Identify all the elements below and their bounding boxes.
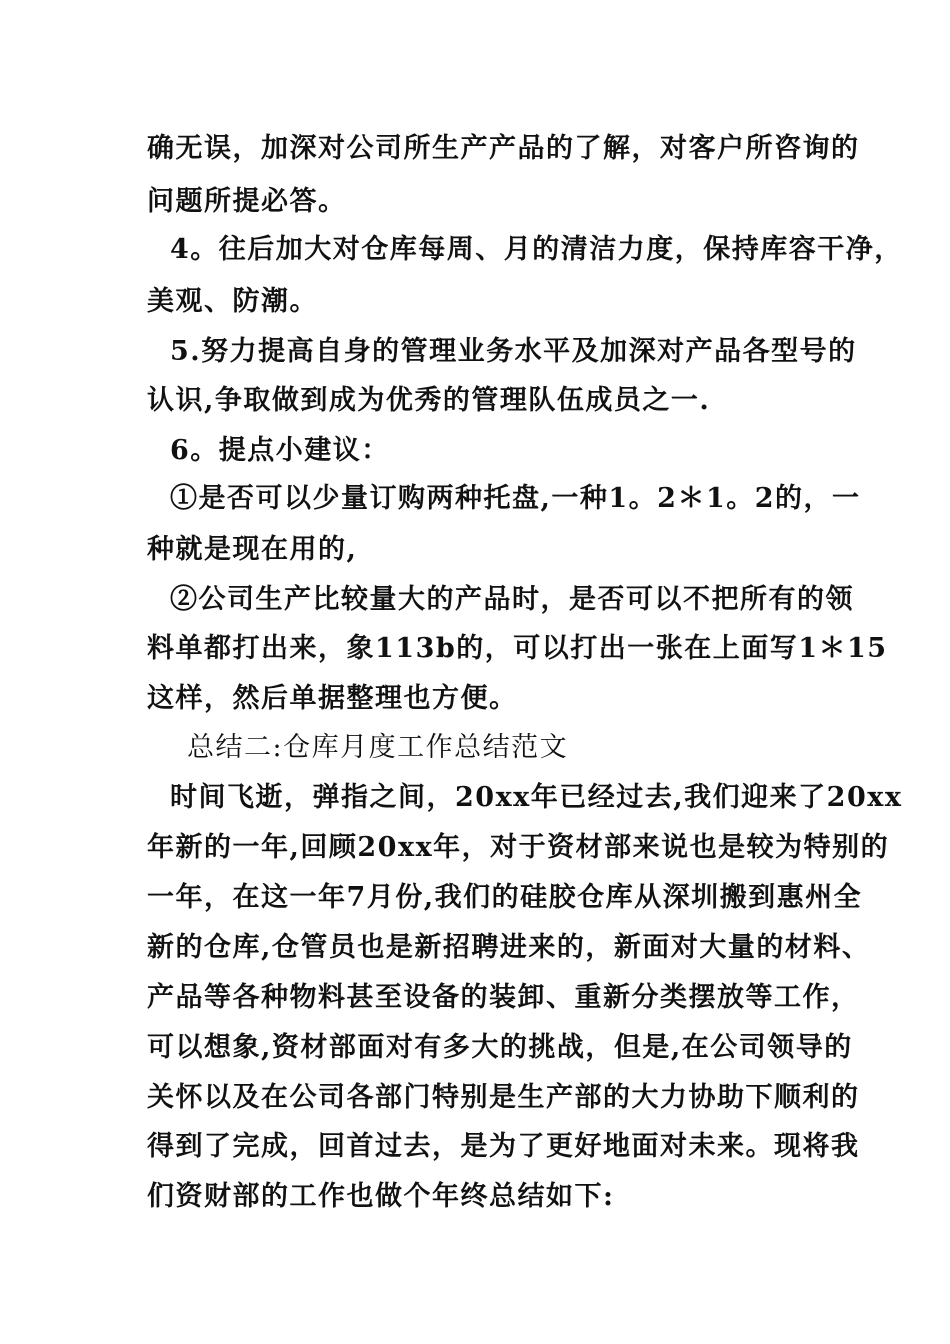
text-line: 料单都打出来，象113b的，可以打出一张在上面写1＊15 — [147, 633, 888, 664]
text-line: ②公司生产比较量大的产品时，是否可以不把所有的领 — [170, 584, 854, 615]
text-line: 认识,争取做到成为优秀的管理队伍成员之一. — [147, 385, 711, 416]
text-line: 关怀以及在公司各部门特别是生产部的大力协助下顺利的 — [147, 1082, 860, 1113]
text-line: 问题所提必答。 — [147, 186, 347, 217]
text-line: 时间飞逝，弹指之间，20xx年已经过去,我们迎来了20xx — [170, 782, 903, 813]
text-line: 新的仓库,仓管员也是新招聘进来的，新面对大量的材料、 — [147, 932, 871, 963]
text-line: 产品等各种物料甚至设备的装卸、重新分类摆放等工作， — [147, 982, 860, 1013]
text-line: 这样，然后单据整理也方便。 — [147, 683, 518, 714]
text-line: 5.努力提高自身的管理业务水平及加深对产品各型号的 — [170, 336, 857, 367]
text-line: 6。提点小建议： — [170, 435, 390, 466]
text-line: 确无误，加深对公司所生产产品的了解，对客户所咨询的 — [147, 133, 860, 164]
text-line: 们资财部的工作也做个年终总结如下: — [147, 1181, 615, 1212]
text-line: 4。往后加大对仓库每周、月的清洁力度，保持库容干净， — [170, 234, 903, 265]
text-line: 年新的一年,回顾20xx年，对于资材部来说也是较为特别的 — [147, 832, 890, 863]
text-line: 种就是现在用的, — [147, 534, 358, 565]
text-line: 可以想象,资材部面对有多大的挑战，但是,在公司领导的 — [147, 1032, 853, 1063]
text-line: 美观、防潮。 — [147, 286, 318, 317]
section-heading: 总结二:仓库月度工作总结范文 — [187, 732, 569, 763]
text-line: ①是否可以少量订购两种托盘,一种1。2＊1。2的，一 — [170, 483, 861, 514]
text-line: 得到了完成，回首过去，是为了更好地面对未来。现将我 — [147, 1131, 860, 1162]
text-line: 一年，在这一年7月份,我们的硅胶仓库从深圳搬到惠州全 — [147, 882, 863, 913]
